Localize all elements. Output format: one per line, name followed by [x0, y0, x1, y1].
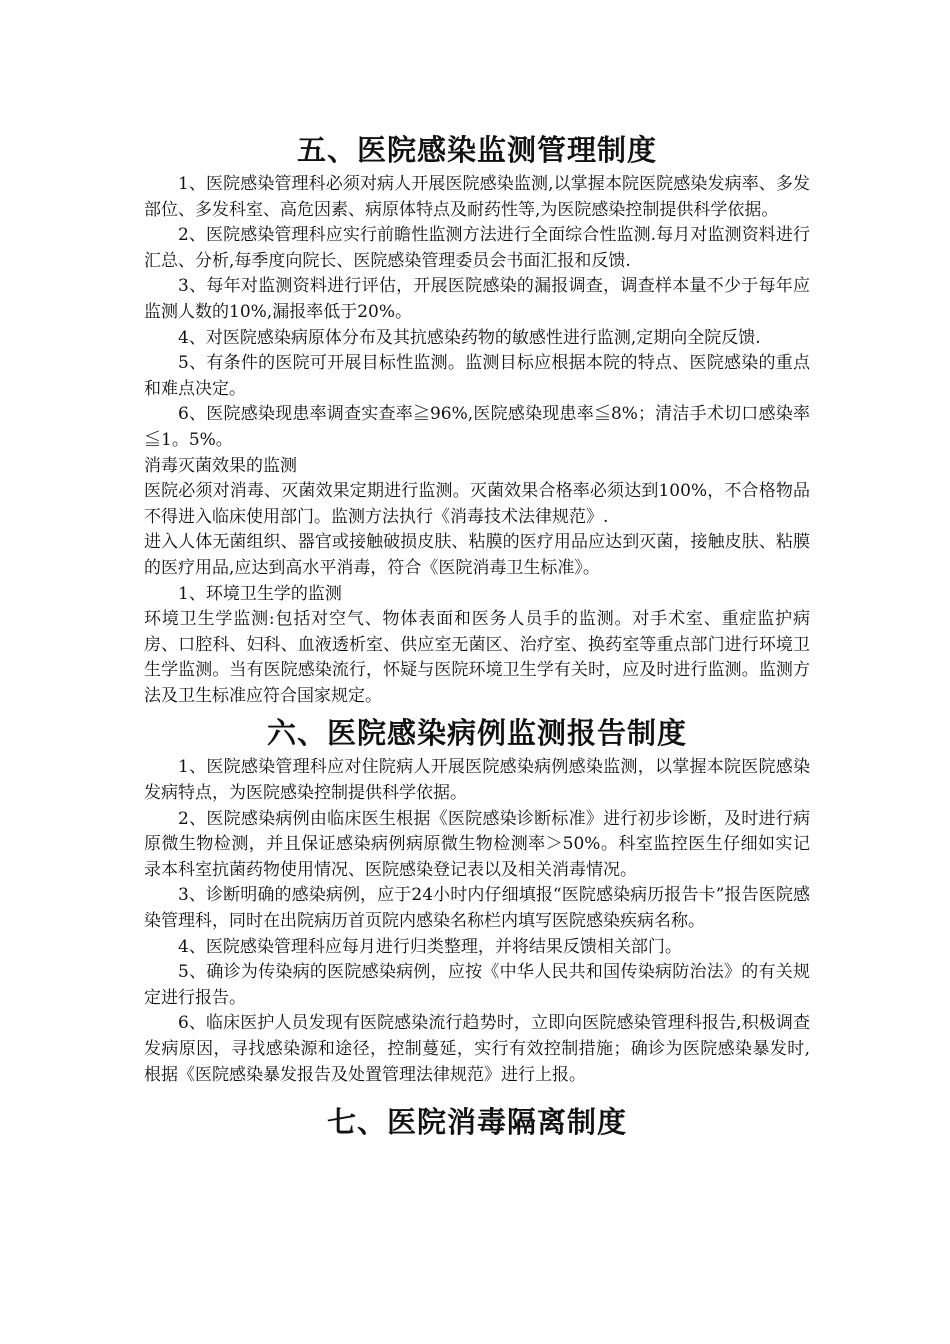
document-page [144, 128, 810, 1144]
paragraph: 1、医院感染管理科应对住院病人开展医院感染病例感染监测，以掌握本院医院感染发病特点，为医院感染控制提供科学依据。 [144, 757, 810, 804]
paragraph: 进入人体无菌组织、器官或接触破损皮肤、粘膜的医疗用品应达到灭菌，接触皮肤、粘膜的医疗用品,应达到高水平消毒，符合《医院消毒卫生标准》。 [144, 532, 810, 578]
paragraph: 环境卫生学监测:包括对空气、物体表面和医务人员手的监测。对手术室、重症监护病房、口腔科、妇科、血液透析室、供应室无菌区、治疗室、换药室等重点部门进行环境卫生学监测。当有医院感染流行，怀疑与医院环境卫生学有关时，应及时进行监测。监测方法及卫生标准应符合国家规定。 [144, 609, 810, 706]
paragraph: 4、医院感染管理科应每月进行归类整理，并将结果反馈相关部门。 [178, 936, 682, 957]
paragraph: 2、医院感染管理科应实行前瞻性监测方法进行全面综合性监测.每月对监测资料进行汇总、分析,每季度向院长、医院感染管理委员会书面汇报和反馈. [144, 225, 810, 271]
section-title: 七、医院消毒隔离制度 [326, 1105, 627, 1140]
paragraph: 5、有条件的医院可开展目标性监测。监测目标应根据本院的特点、医院感染的重点和难点决定。 [144, 353, 810, 399]
subheading: 1、环境卫生学的监测 [178, 583, 342, 604]
paragraph: 医院必须对消毒、灭菌效果定期进行监测。灭菌效果合格率必须达到100%，不合格物品不得进入临床使用部门。监测方法执行《消毒技术法律规范》. [144, 481, 810, 527]
section-7 [144, 1100, 810, 1144]
section-title: 五、医院感染监测管理制度 [296, 133, 657, 167]
section-6 [144, 711, 810, 1088]
section-title: 六、医院感染病例监测报告制度 [266, 716, 687, 751]
paragraph: 3、诊断明确的感染病例，应于24小时内仔细填报“医院感染病历报告卡”报告医院感染管理科，同时在出院病历首页院内感染名称栏内填写医院感染疾病名称。 [144, 885, 810, 932]
paragraph: 5、确诊为传染病的医院感染病例，应按《中华人民共和国传染病防治法》的有关规定进行报告。 [144, 962, 810, 1008]
paragraph: 6、临床医护人员发现有医院感染流行趋势时，立即向医院感染管理科报告,积极调查发病原因，寻找感染源和途径，控制蔓延，实行有效控制措施；确诊为医院感染暴发时,根据《医院感染暴发报告及处置管理法律规范》进行上报。 [144, 1013, 810, 1085]
subheading: 消毒灭菌效果的监测 [144, 455, 297, 476]
paragraph: 1、医院感染管理科必须对病人开展医院感染监测,以掌握本院医院感染发病率、多发部位、多发科室、高危因素、病原体特点及耐药性等,为医院感染控制提供科学依据。 [144, 174, 810, 220]
section-5 [144, 128, 810, 709]
paragraph: 3、每年对监测资料进行评估，开展医院感染的漏报调查，调查样本量不少于每年应监测人数的10%,漏报率低于20%。 [144, 276, 810, 322]
paragraph: 2、医院感染病例由临床医生根据《医院感染诊断标准》进行初步诊断，及时进行病原微生物检测，并且保证感染病例病原微生物检测率＞50%。科室监控医生仔细如实记录本科室抗菌药物使用情况、医院感染登记表以及相关消毒情况。 [144, 808, 810, 880]
paragraph: 6、医院感染现患率调查实查率≧96%,医院感染现患率≦8%；清洁手术切口感染率≦1。5%。 [144, 404, 810, 450]
paragraph: 4、对医院感染病原体分布及其抗感染药物的敏感性进行监测,定期向全院反馈. [178, 327, 761, 348]
